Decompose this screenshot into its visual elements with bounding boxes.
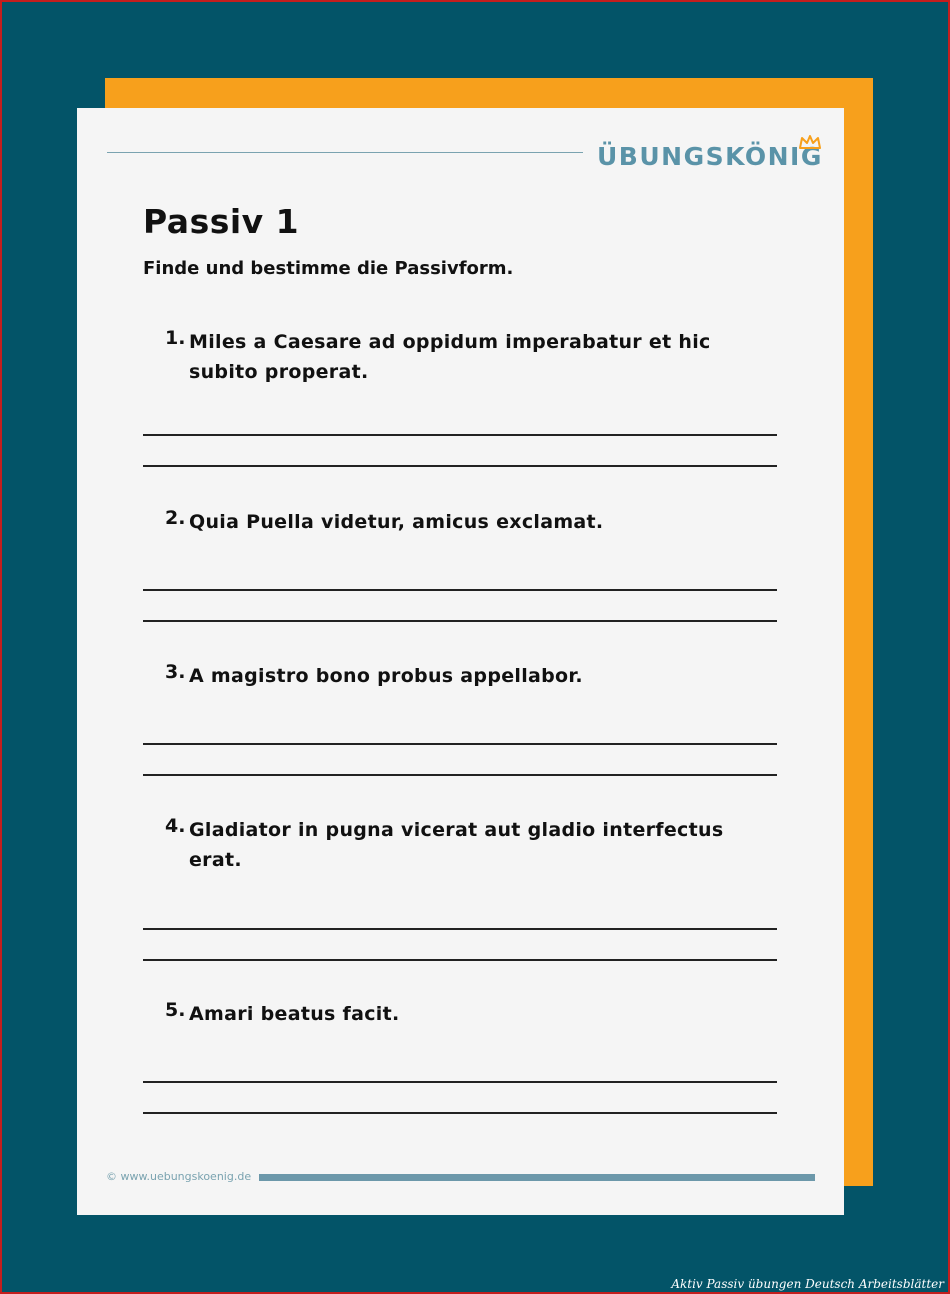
task-text: Amari beatus facit.: [189, 1003, 400, 1025]
task-number: 2.: [165, 507, 186, 529]
task-number: 1.: [165, 327, 186, 349]
answer-line-4b[interactable]: [143, 959, 777, 961]
task-item-5: [165, 999, 755, 1029]
worksheet-instruction: Finde und bestimme die Passivform.: [143, 258, 514, 279]
task-number: 3.: [165, 661, 186, 683]
answer-line-1b[interactable]: [143, 465, 777, 467]
task-item-1: [165, 327, 755, 387]
task-number: 5.: [165, 999, 186, 1021]
brand-logo: ÜBUNGSKÖNIG: [597, 142, 823, 171]
worksheet-page: [77, 108, 844, 1215]
crown-icon: [799, 135, 821, 149]
answer-line-4a[interactable]: [143, 928, 777, 930]
task-text: A magistro bono probus appellabor.: [189, 665, 583, 687]
task-text: Miles a Caesare ad oppidum imperabatur et hic subito properat.: [189, 331, 711, 383]
header-divider: [107, 152, 583, 153]
answer-line-5b[interactable]: [143, 1112, 777, 1114]
task-number: 4.: [165, 815, 186, 837]
worksheet-title: Passiv 1: [143, 202, 300, 241]
answer-line-2a[interactable]: [143, 589, 777, 591]
task-item-4: [165, 815, 755, 875]
task-text: Gladiator in pugna vicerat aut gladio interfectus erat.: [189, 819, 724, 871]
task-text: Quia Puella videtur, amicus exclamat.: [189, 511, 604, 533]
footer-copyright: © www.uebungskoenig.de: [106, 1170, 252, 1183]
footer-bar: [259, 1174, 815, 1181]
answer-line-3b[interactable]: [143, 774, 777, 776]
image-caption: Aktiv Passiv übungen Deutsch Arbeitsblätter: [671, 1277, 944, 1291]
answer-line-5a[interactable]: [143, 1081, 777, 1083]
answer-line-1a[interactable]: [143, 434, 777, 436]
task-item-3: [165, 661, 755, 691]
answer-line-3a[interactable]: [143, 743, 777, 745]
answer-line-2b[interactable]: [143, 620, 777, 622]
task-item-2: [165, 507, 755, 537]
